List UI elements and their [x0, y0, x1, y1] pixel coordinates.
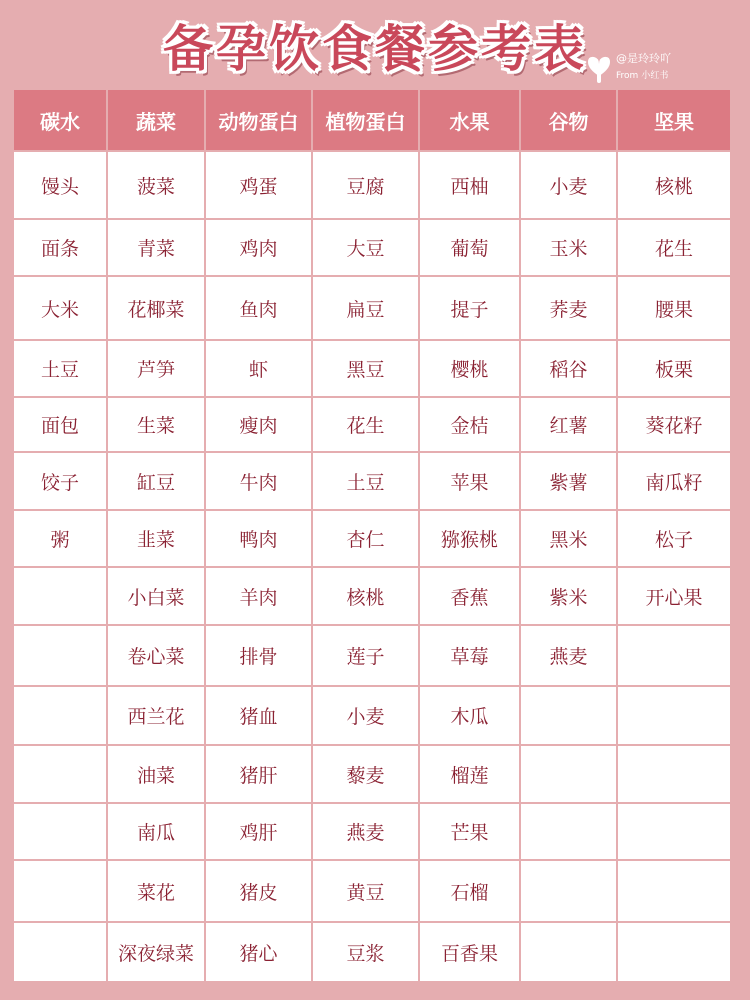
food-cell-carbs: 土豆	[13, 340, 107, 397]
food-cell-fruits: 金桔	[419, 397, 520, 452]
food-cell-fruits: 樱桃	[419, 340, 520, 397]
food-cell-carbs	[13, 625, 107, 686]
food-cell-animal-protein: 鸡蛋	[205, 151, 312, 219]
food-cell-vegetables: 韭菜	[107, 510, 205, 567]
food-cell-nuts	[617, 922, 731, 982]
table-row	[13, 340, 731, 397]
food-cell-vegetables: 油菜	[107, 745, 205, 803]
food-cell-fruits: 香蕉	[419, 567, 520, 625]
column-header-nuts: 坚果	[617, 89, 731, 151]
food-cell-fruits: 草莓	[419, 625, 520, 686]
food-cell-grains	[520, 922, 617, 982]
food-cell-plant-protein: 燕麦	[312, 803, 419, 860]
food-cell-vegetables: 卷心菜	[107, 625, 205, 686]
food-cell-fruits: 苹果	[419, 452, 520, 510]
table-body	[13, 151, 731, 982]
food-cell-fruits: 提子	[419, 276, 520, 340]
food-cell-plant-protein: 黄豆	[312, 860, 419, 922]
food-cell-nuts	[617, 686, 731, 745]
food-cell-fruits: 木瓜	[419, 686, 520, 745]
table-row	[13, 803, 731, 860]
food-cell-fruits: 百香果	[419, 922, 520, 982]
food-cell-animal-protein: 排骨	[205, 625, 312, 686]
food-cell-nuts: 南瓜籽	[617, 452, 731, 510]
table-row	[13, 510, 731, 567]
table-row	[13, 745, 731, 803]
watermark-handle: @是玲玲吖	[616, 52, 671, 65]
food-cell-vegetables: 青菜	[107, 219, 205, 276]
food-cell-plant-protein: 藜麦	[312, 745, 419, 803]
food-cell-plant-protein: 扁豆	[312, 276, 419, 340]
table-row	[13, 452, 731, 510]
food-cell-plant-protein: 莲子	[312, 625, 419, 686]
column-header-animal-protein: 动物蛋白	[205, 89, 312, 151]
table-row	[13, 625, 731, 686]
food-cell-nuts	[617, 625, 731, 686]
food-cell-fruits: 石榴	[419, 860, 520, 922]
food-cell-plant-protein: 杏仁	[312, 510, 419, 567]
food-cell-animal-protein: 鸡肝	[205, 803, 312, 860]
food-cell-vegetables: 小白菜	[107, 567, 205, 625]
food-cell-nuts: 核桃	[617, 151, 731, 219]
food-cell-nuts: 开心果	[617, 567, 731, 625]
food-cell-vegetables: 芦笋	[107, 340, 205, 397]
food-cell-fruits: 芒果	[419, 803, 520, 860]
food-cell-nuts: 板栗	[617, 340, 731, 397]
food-cell-carbs	[13, 745, 107, 803]
food-cell-animal-protein: 猪心	[205, 922, 312, 982]
food-cell-vegetables: 缸豆	[107, 452, 205, 510]
food-cell-carbs	[13, 567, 107, 625]
food-cell-grains	[520, 860, 617, 922]
table-row	[13, 151, 731, 219]
food-cell-carbs: 面条	[13, 219, 107, 276]
food-cell-nuts: 腰果	[617, 276, 731, 340]
column-header-carbs: 碳水	[13, 89, 107, 151]
table-row	[13, 567, 731, 625]
food-cell-plant-protein: 核桃	[312, 567, 419, 625]
food-cell-animal-protein: 鸭肉	[205, 510, 312, 567]
food-cell-carbs: 馒头	[13, 151, 107, 219]
food-cell-fruits: 榴莲	[419, 745, 520, 803]
column-header-grains: 谷物	[520, 89, 617, 151]
food-cell-vegetables: 菜花	[107, 860, 205, 922]
page-title: 备孕饮食餐参考表	[163, 20, 587, 78]
food-cell-carbs	[13, 803, 107, 860]
food-cell-plant-protein: 小麦	[312, 686, 419, 745]
table-row	[13, 219, 731, 276]
food-cell-grains: 燕麦	[520, 625, 617, 686]
food-cell-carbs: 大米	[13, 276, 107, 340]
food-cell-nuts: 松子	[617, 510, 731, 567]
food-cell-grains: 紫米	[520, 567, 617, 625]
food-cell-plant-protein: 大豆	[312, 219, 419, 276]
food-cell-plant-protein: 土豆	[312, 452, 419, 510]
table-row	[13, 276, 731, 340]
food-cell-vegetables: 生菜	[107, 397, 205, 452]
food-cell-vegetables: 花椰菜	[107, 276, 205, 340]
food-cell-carbs	[13, 922, 107, 982]
food-cell-grains	[520, 803, 617, 860]
food-cell-animal-protein: 牛肉	[205, 452, 312, 510]
food-table	[12, 88, 732, 983]
watermark-source-name: 小红书	[641, 71, 669, 81]
column-header-fruits: 水果	[419, 89, 520, 151]
food-cell-grains: 玉米	[520, 219, 617, 276]
food-cell-grains: 荞麦	[520, 276, 617, 340]
food-cell-vegetables: 南瓜	[107, 803, 205, 860]
food-cell-animal-protein: 瘦肉	[205, 397, 312, 452]
food-cell-vegetables: 西兰花	[107, 686, 205, 745]
watermark-source	[616, 70, 671, 82]
food-cell-grains	[520, 686, 617, 745]
food-cell-animal-protein: 羊肉	[205, 567, 312, 625]
food-cell-plant-protein: 花生	[312, 397, 419, 452]
food-cell-grains: 黑米	[520, 510, 617, 567]
food-cell-nuts	[617, 745, 731, 803]
food-cell-animal-protein: 猪皮	[205, 860, 312, 922]
food-cell-fruits: 猕猴桃	[419, 510, 520, 567]
food-cell-grains: 紫薯	[520, 452, 617, 510]
food-cell-animal-protein: 鱼肉	[205, 276, 312, 340]
food-cell-carbs: 面包	[13, 397, 107, 452]
food-cell-plant-protein: 豆浆	[312, 922, 419, 982]
food-cell-animal-protein: 鸡肉	[205, 219, 312, 276]
food-cell-nuts: 花生	[617, 219, 731, 276]
food-cell-carbs	[13, 686, 107, 745]
column-header-plant-protein: 植物蛋白	[312, 89, 419, 151]
table-row	[13, 686, 731, 745]
food-cell-nuts	[617, 803, 731, 860]
food-cell-animal-protein: 猪肝	[205, 745, 312, 803]
table-row	[13, 860, 731, 922]
food-cell-animal-protein: 猪血	[205, 686, 312, 745]
watermark-from-label: From	[616, 71, 639, 81]
food-cell-grains: 红薯	[520, 397, 617, 452]
diet-reference-table	[12, 88, 732, 983]
food-cell-nuts: 葵花籽	[617, 397, 731, 452]
table-header-row	[13, 89, 731, 151]
food-cell-grains: 稻谷	[520, 340, 617, 397]
food-cell-vegetables: 菠菜	[107, 151, 205, 219]
food-cell-carbs: 饺子	[13, 452, 107, 510]
food-cell-vegetables: 深夜绿菜	[107, 922, 205, 982]
food-cell-animal-protein: 虾	[205, 340, 312, 397]
column-header-vegetables: 蔬菜	[107, 89, 205, 151]
food-cell-grains: 小麦	[520, 151, 617, 219]
food-cell-plant-protein: 豆腐	[312, 151, 419, 219]
xiaohongshu-logo-icon	[584, 54, 614, 84]
food-cell-fruits: 西柚	[419, 151, 520, 219]
food-cell-plant-protein: 黑豆	[312, 340, 419, 397]
food-cell-carbs: 粥	[13, 510, 107, 567]
watermark	[616, 52, 671, 82]
food-cell-grains	[520, 745, 617, 803]
food-cell-carbs	[13, 860, 107, 922]
table-row	[13, 397, 731, 452]
food-cell-nuts	[617, 860, 731, 922]
food-cell-fruits: 葡萄	[419, 219, 520, 276]
table-row	[13, 922, 731, 982]
